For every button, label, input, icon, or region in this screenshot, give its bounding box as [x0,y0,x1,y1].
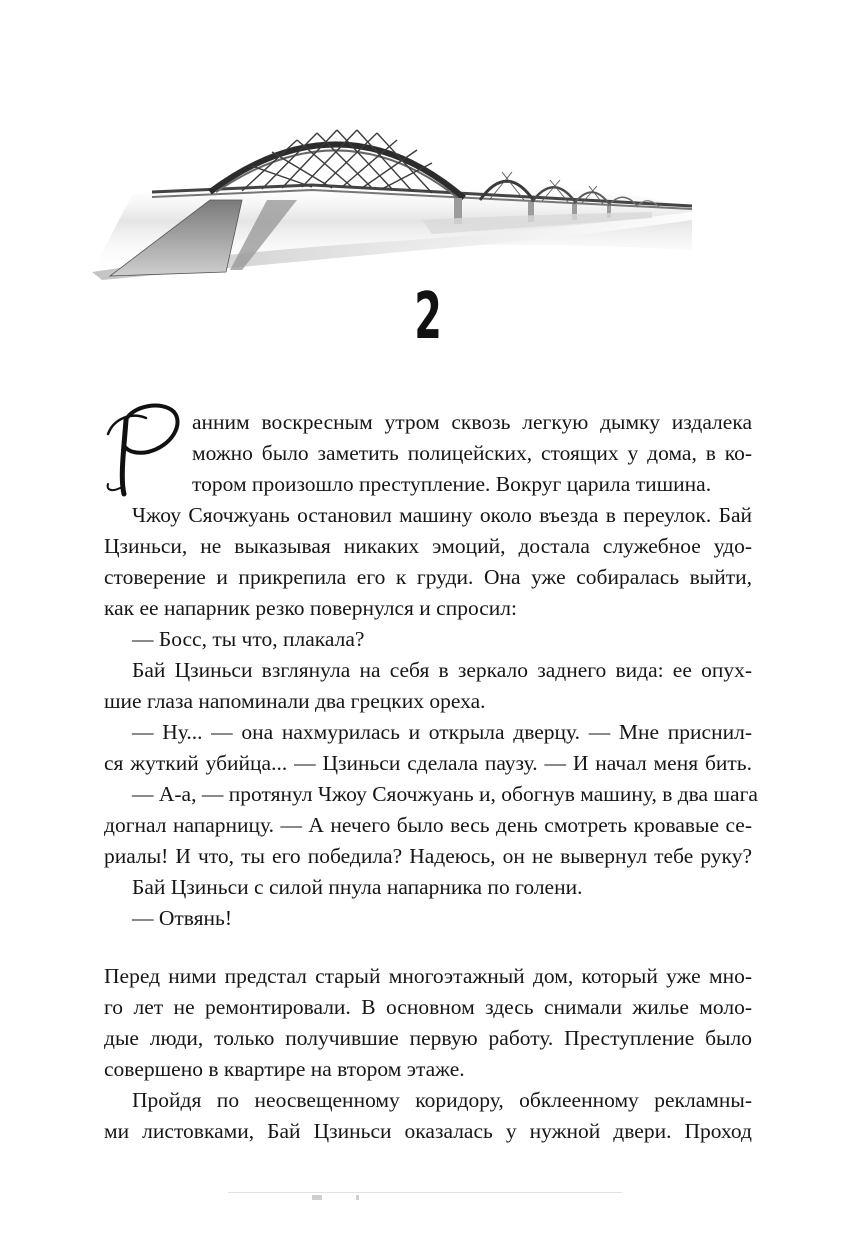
text-line: ся жуткий убийца... — Цзиньси сделала паузу. — И начал меня бить. [104,751,752,775]
chapter-number: 2 [414,280,442,354]
text-line: — Отвянь! [132,906,233,930]
text-line: го лет не ремонтировали. В основном здесь снимали жилье моло- [104,995,752,1019]
text-line: Перед ними предстал старый многоэтажный дом, который уже мно- [104,964,752,988]
scan-artifact [312,1195,322,1200]
text-line: анним воскресным утром сквозь легкую дымку издалека [192,410,752,434]
text-line: риалы! И что, ты его победила? Надеюсь, он не вывернул тебе руку? [104,844,752,868]
bridge-icon [92,100,708,285]
text-line: — Босс, ты что, плакала? [132,627,365,651]
text-line: шие глаза напоминали два грецких ореха. [104,689,486,713]
text-line: Бай Цзиньси взглянула на себя в зеркало заднего вида: ее опух- [132,658,752,682]
text-line: как ее напарник резко повернулся и спросил: [104,596,518,620]
text-line: догнал напарницу. — А нечего было весь день смотреть кровавые се- [104,813,752,837]
scan-artifact [356,1195,359,1200]
text-line: стоверение и прикрепила его к груди. Она уже собиралась выйти, [104,565,752,589]
drop-cap [102,398,186,498]
text-line: совершено в квартире на втором этаже. [104,1057,465,1081]
text-line: дые люди, только получившие первую работу. Преступление было [104,1026,752,1050]
text-line: можно было заметить полицейских, стоящих у дома, в ко- [192,441,752,465]
text-line: тором произошло преступление. Вокруг царила тишина. [192,472,712,496]
text-line: Пройдя по неосвещенному коридору, обклеенному рекламны- [132,1088,752,1112]
text-line: ми листовками, Бай Цзиньси оказалась у нужной двери. Проход [104,1119,752,1143]
bottom-divider [228,1192,622,1193]
drop-cap-letter-icon [102,398,186,498]
text-line: Чжоу Сяочжуань остановил машину около въезда в переулок. Бай [132,503,752,527]
text-line: Бай Цзиньси с силой пнула напарника по голени. [132,875,583,899]
bridge-illustration [92,100,708,285]
text-line: — А-а, — протянул Чжоу Сяочжуань и, обогнув машину, в два шага [132,782,758,806]
text-line: — Ну... — она нахмурилась и открыла дверцу. — Мне приснил- [132,720,752,744]
text-line: Цзиньси, не выказывая никаких эмоций, достала служебное удо- [104,534,752,558]
